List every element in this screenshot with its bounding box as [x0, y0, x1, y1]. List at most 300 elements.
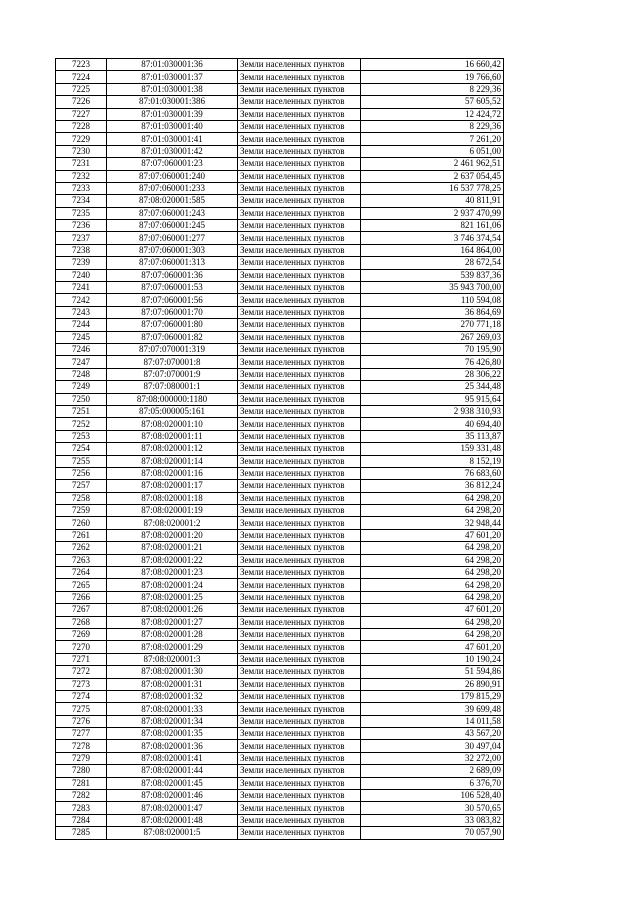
- table-row: [56, 790, 504, 802]
- cadastral-value-cell: 7 261,20: [361, 133, 504, 145]
- row-number-cell: 7236: [56, 220, 107, 232]
- land-category-cell: Земли населенных пунктов: [238, 182, 361, 194]
- row-number-cell: 7277: [56, 728, 107, 740]
- table-row: [56, 220, 504, 232]
- table-row: [56, 591, 504, 603]
- table-row: [56, 96, 504, 108]
- cadastral-value-cell: 14 011,58: [361, 715, 504, 727]
- cadastral-number-cell: 87:01:030001:36: [107, 59, 238, 71]
- cadastral-number-cell: 87:08:020001:36: [107, 740, 238, 752]
- land-category-cell: Земли населенных пунктов: [238, 393, 361, 405]
- cadastral-value-cell: 28 672,54: [361, 257, 504, 269]
- table-row: [56, 703, 504, 715]
- land-category-cell: Земли населенных пунктов: [238, 802, 361, 814]
- row-number-cell: 7235: [56, 207, 107, 219]
- cadastral-number-cell: 87:08:020001:19: [107, 505, 238, 517]
- cadastral-value-cell: 33 083,82: [361, 814, 504, 826]
- land-category-cell: Земли населенных пунктов: [238, 467, 361, 479]
- cadastral-number-cell: 87:08:020001:25: [107, 591, 238, 603]
- row-number-cell: 7260: [56, 517, 107, 529]
- cadastral-number-cell: 87:07:070001:9: [107, 368, 238, 380]
- cadastral-value-cell: 16 537 778,25: [361, 182, 504, 194]
- row-number-cell: 7245: [56, 331, 107, 343]
- table-row: [56, 529, 504, 541]
- row-number-cell: 7243: [56, 306, 107, 318]
- table-row: [56, 405, 504, 417]
- land-category-cell: Земли населенных пунктов: [238, 715, 361, 727]
- row-number-cell: 7233: [56, 182, 107, 194]
- row-number-cell: 7284: [56, 814, 107, 826]
- cadastral-number-cell: 87:07:060001:36: [107, 269, 238, 281]
- cadastral-number-cell: 87:08:020001:41: [107, 752, 238, 764]
- cadastral-value-cell: 70 057,90: [361, 827, 504, 839]
- land-category-cell: Земли населенных пунктов: [238, 282, 361, 294]
- cadastral-value-cell: 40 694,40: [361, 418, 504, 430]
- cadastral-number-cell: 87:08:020001:12: [107, 443, 238, 455]
- cadastral-value-cell: 25 344,48: [361, 381, 504, 393]
- table-row: [56, 158, 504, 170]
- cadastral-number-cell: 87:08:020001:21: [107, 542, 238, 554]
- land-category-cell: Земли населенных пунктов: [238, 220, 361, 232]
- cadastral-number-cell: 87:08:020001:28: [107, 628, 238, 640]
- cadastral-number-cell: 87:07:060001:240: [107, 170, 238, 182]
- row-number-cell: 7283: [56, 802, 107, 814]
- table-row: [56, 381, 504, 393]
- table-row: [56, 356, 504, 368]
- row-number-cell: 7229: [56, 133, 107, 145]
- land-category-cell: Земли населенных пунктов: [238, 356, 361, 368]
- cadastral-number-cell: 87:08:020001:29: [107, 641, 238, 653]
- cadastral-number-cell: 87:08:020001:18: [107, 492, 238, 504]
- land-category-cell: Земли населенных пунктов: [238, 145, 361, 157]
- row-number-cell: 7244: [56, 319, 107, 331]
- cadastral-number-cell: 87:08:020001:2: [107, 517, 238, 529]
- cadastral-number-cell: 87:08:020001:23: [107, 567, 238, 579]
- cadastral-number-cell: 87:07:060001:233: [107, 182, 238, 194]
- row-number-cell: 7234: [56, 195, 107, 207]
- row-number-cell: 7273: [56, 678, 107, 690]
- land-category-cell: Земли населенных пунктов: [238, 529, 361, 541]
- cadastral-number-cell: 87:08:020001:5: [107, 827, 238, 839]
- row-number-cell: 7257: [56, 480, 107, 492]
- cadastral-number-cell: 87:08:020001:16: [107, 467, 238, 479]
- row-number-cell: 7261: [56, 529, 107, 541]
- row-number-cell: 7230: [56, 145, 107, 157]
- cadastral-number-cell: 87:07:060001:243: [107, 207, 238, 219]
- cadastral-value-cell: 76 683,60: [361, 467, 504, 479]
- cadastral-number-cell: 87:08:020001:44: [107, 765, 238, 777]
- table-row: [56, 492, 504, 504]
- cadastral-number-cell: 87:08:020001:14: [107, 455, 238, 467]
- cadastral-value-cell: 64 298,20: [361, 505, 504, 517]
- row-number-cell: 7223: [56, 59, 107, 71]
- table-row: [56, 740, 504, 752]
- cadastral-value-cell: 28 306,22: [361, 368, 504, 380]
- land-category-cell: Земли населенных пунктов: [238, 666, 361, 678]
- row-number-cell: 7249: [56, 381, 107, 393]
- table-row: [56, 306, 504, 318]
- cadastral-value-cell: 36 864,69: [361, 306, 504, 318]
- table-row: [56, 567, 504, 579]
- land-category-cell: Земли населенных пунктов: [238, 257, 361, 269]
- row-number-cell: 7231: [56, 158, 107, 170]
- table-row: [56, 641, 504, 653]
- cadastral-number-cell: 87:08:020001:33: [107, 703, 238, 715]
- cadastral-number-cell: 87:07:060001:80: [107, 319, 238, 331]
- land-category-cell: Земли населенных пунктов: [238, 628, 361, 640]
- row-number-cell: 7265: [56, 579, 107, 591]
- table-row: [56, 257, 504, 269]
- cadastral-number-cell: 87:08:020001:31: [107, 678, 238, 690]
- land-category-cell: Земли населенных пунктов: [238, 728, 361, 740]
- cadastral-number-cell: 87:08:020001:10: [107, 418, 238, 430]
- table-row: [56, 108, 504, 120]
- row-number-cell: 7258: [56, 492, 107, 504]
- cadastral-value-cell: 64 298,20: [361, 554, 504, 566]
- cadastral-number-cell: 87:08:020001:32: [107, 690, 238, 702]
- cadastral-value-cell: 110 594,08: [361, 294, 504, 306]
- table-row: [56, 83, 504, 95]
- cadastral-number-cell: 87:05:000005:161: [107, 405, 238, 417]
- land-category-cell: Земли населенных пунктов: [238, 232, 361, 244]
- land-category-cell: Земли населенных пунктов: [238, 158, 361, 170]
- row-number-cell: 7279: [56, 752, 107, 764]
- land-category-cell: Земли населенных пунктов: [238, 591, 361, 603]
- row-number-cell: 7263: [56, 554, 107, 566]
- land-category-cell: Земли населенных пунктов: [238, 368, 361, 380]
- cadastral-number-cell: 87:01:030001:386: [107, 96, 238, 108]
- cadastral-value-cell: 6 051,00: [361, 145, 504, 157]
- table-row: [56, 616, 504, 628]
- land-category-cell: Земли населенных пунктов: [238, 133, 361, 145]
- row-number-cell: 7276: [56, 715, 107, 727]
- cadastral-number-cell: 87:07:060001:313: [107, 257, 238, 269]
- table-row: [56, 678, 504, 690]
- table-row: [56, 666, 504, 678]
- cadastral-number-cell: 87:08:020001:27: [107, 616, 238, 628]
- land-category-cell: Земли населенных пунктов: [238, 418, 361, 430]
- row-number-cell: 7239: [56, 257, 107, 269]
- row-number-cell: 7285: [56, 827, 107, 839]
- cadastral-value-cell: 26 890,91: [361, 678, 504, 690]
- cadastral-number-cell: 87:08:020001:46: [107, 790, 238, 802]
- land-category-cell: Земли населенных пунктов: [238, 331, 361, 343]
- cadastral-number-cell: 87:01:030001:42: [107, 145, 238, 157]
- row-number-cell: 7278: [56, 740, 107, 752]
- table-row: [56, 653, 504, 665]
- cadastral-value-cell: 19 766,60: [361, 71, 504, 83]
- cadastral-number-cell: 87:08:020001:47: [107, 802, 238, 814]
- row-number-cell: 7259: [56, 505, 107, 517]
- cadastral-number-cell: 87:01:030001:38: [107, 83, 238, 95]
- table-row: [56, 244, 504, 256]
- cadastral-value-cell: 64 298,20: [361, 492, 504, 504]
- cadastral-value-cell: 43 567,20: [361, 728, 504, 740]
- land-category-cell: Земли населенных пунктов: [238, 678, 361, 690]
- cadastral-number-cell: 87:01:030001:41: [107, 133, 238, 145]
- land-category-cell: Земли населенных пунктов: [238, 96, 361, 108]
- table-row: [56, 690, 504, 702]
- cadastral-number-cell: 87:08:020001:35: [107, 728, 238, 740]
- cadastral-number-cell: 87:07:060001:70: [107, 306, 238, 318]
- land-category-cell: Земли населенных пунктов: [238, 542, 361, 554]
- cadastral-value-cell: 35 943 700,00: [361, 282, 504, 294]
- table-row: [56, 728, 504, 740]
- cadastral-number-cell: 87:08:020001:11: [107, 430, 238, 442]
- cadastral-number-cell: 87:07:080001:1: [107, 381, 238, 393]
- cadastral-value-cell: 57 605,52: [361, 96, 504, 108]
- cadastral-value-cell: 8 229,36: [361, 83, 504, 95]
- cadastral-value-cell: 8 152,19: [361, 455, 504, 467]
- table-row: [56, 443, 504, 455]
- table-row: [56, 430, 504, 442]
- table-row: [56, 777, 504, 789]
- row-number-cell: 7246: [56, 343, 107, 355]
- cadastral-value-cell: 64 298,20: [361, 567, 504, 579]
- land-category-cell: Земли населенных пунктов: [238, 567, 361, 579]
- cadastral-number-cell: 87:07:060001:23: [107, 158, 238, 170]
- table-row: [56, 170, 504, 182]
- land-category-cell: Земли населенных пунктов: [238, 207, 361, 219]
- table-row: [56, 133, 504, 145]
- land-category-cell: Земли населенных пунктов: [238, 827, 361, 839]
- row-number-cell: 7252: [56, 418, 107, 430]
- cadastral-number-cell: 87:08:000000:1180: [107, 393, 238, 405]
- cadastral-value-cell: 40 811,91: [361, 195, 504, 207]
- row-number-cell: 7250: [56, 393, 107, 405]
- cadastral-value-cell: 36 812,24: [361, 480, 504, 492]
- row-number-cell: 7238: [56, 244, 107, 256]
- table-row: [56, 319, 504, 331]
- row-number-cell: 7271: [56, 653, 107, 665]
- table-row: [56, 145, 504, 157]
- row-number-cell: 7275: [56, 703, 107, 715]
- land-category-cell: Земли населенных пунктов: [238, 480, 361, 492]
- land-category-cell: Земли населенных пунктов: [238, 703, 361, 715]
- cadastral-value-cell: 6 376,70: [361, 777, 504, 789]
- row-number-cell: 7254: [56, 443, 107, 455]
- table-row: [56, 195, 504, 207]
- land-category-cell: Земли населенных пунктов: [238, 752, 361, 764]
- row-number-cell: 7227: [56, 108, 107, 120]
- row-number-cell: 7248: [56, 368, 107, 380]
- cadastral-value-cell: 30 570,65: [361, 802, 504, 814]
- cadastral-value-cell: 539 837,36: [361, 269, 504, 281]
- row-number-cell: 7268: [56, 616, 107, 628]
- land-category-cell: Земли населенных пунктов: [238, 690, 361, 702]
- row-number-cell: 7272: [56, 666, 107, 678]
- land-category-cell: Земли населенных пунктов: [238, 83, 361, 95]
- cadastral-value-cell: 47 601,20: [361, 641, 504, 653]
- land-category-cell: Земли населенных пунктов: [238, 777, 361, 789]
- row-number-cell: 7266: [56, 591, 107, 603]
- cadastral-number-cell: 87:08:020001:24: [107, 579, 238, 591]
- land-category-cell: Земли населенных пунктов: [238, 765, 361, 777]
- cadastral-value-cell: 47 601,20: [361, 604, 504, 616]
- cadastral-value-cell: 16 660,42: [361, 59, 504, 71]
- land-category-cell: Земли населенных пунктов: [238, 170, 361, 182]
- row-number-cell: 7270: [56, 641, 107, 653]
- cadastral-value-cell: 32 948,44: [361, 517, 504, 529]
- table-row: [56, 71, 504, 83]
- land-category-cell: Земли населенных пунктов: [238, 579, 361, 591]
- cadastral-value-cell: 270 771,18: [361, 319, 504, 331]
- cadastral-number-cell: 87:07:060001:303: [107, 244, 238, 256]
- row-number-cell: 7224: [56, 71, 107, 83]
- cadastral-value-cell: 64 298,20: [361, 628, 504, 640]
- land-category-cell: Земли населенных пунктов: [238, 505, 361, 517]
- table-row: [56, 393, 504, 405]
- land-category-cell: Земли населенных пунктов: [238, 108, 361, 120]
- cadastral-number-cell: 87:07:060001:82: [107, 331, 238, 343]
- cadastral-value-cell: 10 190,24: [361, 653, 504, 665]
- row-number-cell: 7242: [56, 294, 107, 306]
- row-number-cell: 7255: [56, 455, 107, 467]
- cadastral-value-cell: 2 461 962,51: [361, 158, 504, 170]
- land-category-cell: Земли населенных пунктов: [238, 455, 361, 467]
- row-number-cell: 7274: [56, 690, 107, 702]
- cadastral-number-cell: 87:01:030001:40: [107, 120, 238, 132]
- table-row: [56, 232, 504, 244]
- table-row: [56, 827, 504, 839]
- table-row: [56, 604, 504, 616]
- cadastral-value-cell: 35 113,87: [361, 430, 504, 442]
- cadastral-value-cell: 164 864,00: [361, 244, 504, 256]
- table-row: [56, 331, 504, 343]
- cadastral-number-cell: 87:07:070001:319: [107, 343, 238, 355]
- land-category-cell: Земли населенных пунктов: [238, 443, 361, 455]
- table-row: [56, 505, 504, 517]
- cadastral-value-cell: 95 915,64: [361, 393, 504, 405]
- table-body: [56, 59, 504, 840]
- land-category-cell: Земли населенных пунктов: [238, 306, 361, 318]
- table-row: [56, 294, 504, 306]
- cadastral-number-cell: 87:08:020001:585: [107, 195, 238, 207]
- land-category-cell: Земли населенных пунктов: [238, 604, 361, 616]
- table-row: [56, 517, 504, 529]
- row-number-cell: 7228: [56, 120, 107, 132]
- table-row: [56, 480, 504, 492]
- table-row: [56, 269, 504, 281]
- cadastral-value-cell: 12 424,72: [361, 108, 504, 120]
- cadastral-value-cell: 70 195,90: [361, 343, 504, 355]
- row-number-cell: 7253: [56, 430, 107, 442]
- table-row: [56, 455, 504, 467]
- cadastral-value-cell: 2 938 310,93: [361, 405, 504, 417]
- cadastral-value-cell: 47 601,20: [361, 529, 504, 541]
- cadastral-number-cell: 87:08:020001:45: [107, 777, 238, 789]
- row-number-cell: 7226: [56, 96, 107, 108]
- table-row: [56, 467, 504, 479]
- table-row: [56, 418, 504, 430]
- cadastral-number-cell: 87:08:020001:48: [107, 814, 238, 826]
- cadastral-value-cell: 267 269,03: [361, 331, 504, 343]
- land-category-cell: Земли населенных пунктов: [238, 381, 361, 393]
- land-category-cell: Земли населенных пунктов: [238, 294, 361, 306]
- table-row: [56, 207, 504, 219]
- land-category-cell: Земли населенных пунктов: [238, 492, 361, 504]
- row-number-cell: 7225: [56, 83, 107, 95]
- cadastral-number-cell: 87:07:060001:53: [107, 282, 238, 294]
- cadastral-value-cell: 64 298,20: [361, 591, 504, 603]
- cadastral-value-cell: 3 746 374,54: [361, 232, 504, 244]
- land-category-cell: Земли населенных пунктов: [238, 740, 361, 752]
- cadastral-number-cell: 87:07:060001:277: [107, 232, 238, 244]
- cadastral-value-cell: 64 298,20: [361, 579, 504, 591]
- row-number-cell: 7251: [56, 405, 107, 417]
- land-category-cell: Земли населенных пунктов: [238, 120, 361, 132]
- table-row: [56, 814, 504, 826]
- land-category-cell: Земли населенных пунктов: [238, 814, 361, 826]
- land-category-cell: Земли населенных пунктов: [238, 430, 361, 442]
- table-row: [56, 282, 504, 294]
- table-row: [56, 579, 504, 591]
- row-number-cell: 7282: [56, 790, 107, 802]
- table-row: [56, 554, 504, 566]
- table-row: [56, 752, 504, 764]
- land-category-cell: Земли населенных пунктов: [238, 71, 361, 83]
- cadastral-number-cell: 87:01:030001:39: [107, 108, 238, 120]
- row-number-cell: 7247: [56, 356, 107, 368]
- table-row: [56, 59, 504, 71]
- land-category-cell: Земли населенных пунктов: [238, 405, 361, 417]
- cadastral-number-cell: 87:08:020001:34: [107, 715, 238, 727]
- row-number-cell: 7262: [56, 542, 107, 554]
- land-category-cell: Земли населенных пунктов: [238, 269, 361, 281]
- land-category-cell: Земли населенных пунктов: [238, 616, 361, 628]
- cadastral-value-cell: 39 699,48: [361, 703, 504, 715]
- table-row: [56, 802, 504, 814]
- table-row: [56, 715, 504, 727]
- cadastral-value-cell: 2 637 054,45: [361, 170, 504, 182]
- land-category-cell: Земли населенных пунктов: [238, 517, 361, 529]
- land-category-cell: Земли населенных пунктов: [238, 319, 361, 331]
- cadastral-number-cell: 87:08:020001:26: [107, 604, 238, 616]
- row-number-cell: 7237: [56, 232, 107, 244]
- cadastral-value-cell: 32 272,00: [361, 752, 504, 764]
- cadastral-value-cell: 51 594,86: [361, 666, 504, 678]
- row-number-cell: 7232: [56, 170, 107, 182]
- table-row: [56, 368, 504, 380]
- table-row: [56, 343, 504, 355]
- row-number-cell: 7264: [56, 567, 107, 579]
- cadastral-value-cell: 2 937 470,99: [361, 207, 504, 219]
- row-number-cell: 7269: [56, 628, 107, 640]
- table-row: [56, 628, 504, 640]
- cadastral-value-cell: 179 815,29: [361, 690, 504, 702]
- land-category-cell: Земли населенных пунктов: [238, 554, 361, 566]
- land-registry-table: [55, 58, 504, 840]
- land-category-cell: Земли населенных пунктов: [238, 59, 361, 71]
- cadastral-number-cell: 87:08:020001:17: [107, 480, 238, 492]
- land-category-cell: Земли населенных пунктов: [238, 790, 361, 802]
- land-category-cell: Земли населенных пунктов: [238, 343, 361, 355]
- cadastral-value-cell: 106 528,40: [361, 790, 504, 802]
- land-category-cell: Земли населенных пунктов: [238, 641, 361, 653]
- cadastral-number-cell: 87:07:060001:245: [107, 220, 238, 232]
- cadastral-value-cell: 76 426,80: [361, 356, 504, 368]
- land-category-cell: Земли населенных пунктов: [238, 653, 361, 665]
- table-row: [56, 120, 504, 132]
- cadastral-number-cell: 87:08:020001:30: [107, 666, 238, 678]
- cadastral-value-cell: 8 229,36: [361, 120, 504, 132]
- cadastral-number-cell: 87:07:060001:56: [107, 294, 238, 306]
- row-number-cell: 7256: [56, 467, 107, 479]
- row-number-cell: 7281: [56, 777, 107, 789]
- land-category-cell: Земли населенных пунктов: [238, 195, 361, 207]
- cadastral-number-cell: 87:07:070001:8: [107, 356, 238, 368]
- row-number-cell: 7241: [56, 282, 107, 294]
